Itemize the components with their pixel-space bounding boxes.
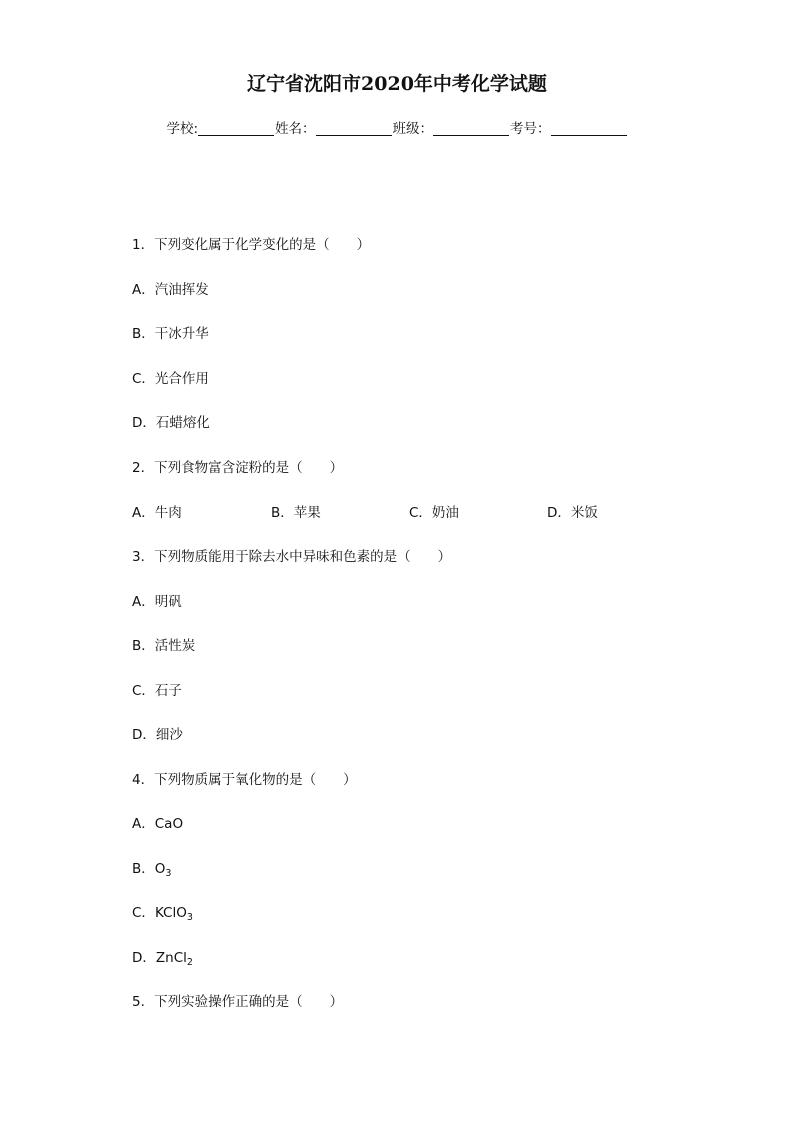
question-4-option-d [132, 946, 193, 968]
school-blank[interactable] [198, 121, 274, 136]
question-4-option-b [132, 857, 171, 879]
question-3-option-d: D．细沙 [132, 727, 183, 743]
question-2-options-row [132, 501, 672, 521]
question-3-stem: 3．下列物质能用于除去水中异味和色素的是（ ） [132, 549, 452, 565]
question-2-stem: 2．下列食物富含淀粉的是（ ） [132, 460, 344, 476]
option-prefix: D． [132, 950, 156, 966]
formula-subscript: 2 [186, 957, 193, 968]
class-blank[interactable] [433, 121, 509, 136]
question-2-option-c: C．奶油 [409, 505, 459, 521]
question-1-option-d: D．石蜡熔化 [132, 415, 210, 431]
question-5-stem: 5．下列实验操作正确的是（ ） [132, 994, 344, 1010]
question-1-stem: 1．下列变化属于化学变化的是（ ） [132, 237, 371, 253]
question-2-option-d: D．米饭 [547, 505, 598, 521]
option-prefix: C． [132, 905, 155, 921]
student-info-line [0, 117, 794, 137]
option-prefix: A． [132, 816, 155, 832]
formula-subscript: 3 [165, 868, 172, 879]
school-label: 学校: [166, 121, 199, 137]
formula: ZnCl [155, 950, 187, 966]
question-4-stem: 4．下列物质属于氧化物的是（ ） [132, 772, 357, 788]
question-4-option-a [132, 812, 183, 834]
exam-no-blank[interactable] [551, 121, 627, 136]
name-blank[interactable] [316, 121, 392, 136]
question-2-option-b: B．苹果 [271, 505, 321, 521]
question-1-option-c: C．光合作用 [132, 371, 209, 387]
formula: CaO [154, 816, 184, 832]
class-label: 班级： [392, 121, 434, 137]
name-label: 姓名： [275, 121, 316, 137]
exam-no-label: 考号： [510, 121, 551, 137]
option-prefix: B． [132, 861, 155, 877]
page-title: 辽宁省沈阳市2020年中考化学试题 [247, 73, 547, 95]
question-3-option-a: A．明矾 [132, 594, 182, 610]
question-1-option-a: A．汽油挥发 [132, 282, 209, 298]
question-2-option-a: A．牛肉 [132, 505, 182, 521]
question-4-option-c [132, 901, 193, 923]
question-1-option-b: B．干冰升华 [132, 326, 209, 342]
formula: O [154, 861, 166, 877]
formula-subscript: 3 [186, 912, 193, 923]
question-3-option-c: C．石子 [132, 683, 182, 699]
question-3-option-b: B．活性炭 [132, 638, 196, 654]
formula: KClO [154, 905, 187, 921]
